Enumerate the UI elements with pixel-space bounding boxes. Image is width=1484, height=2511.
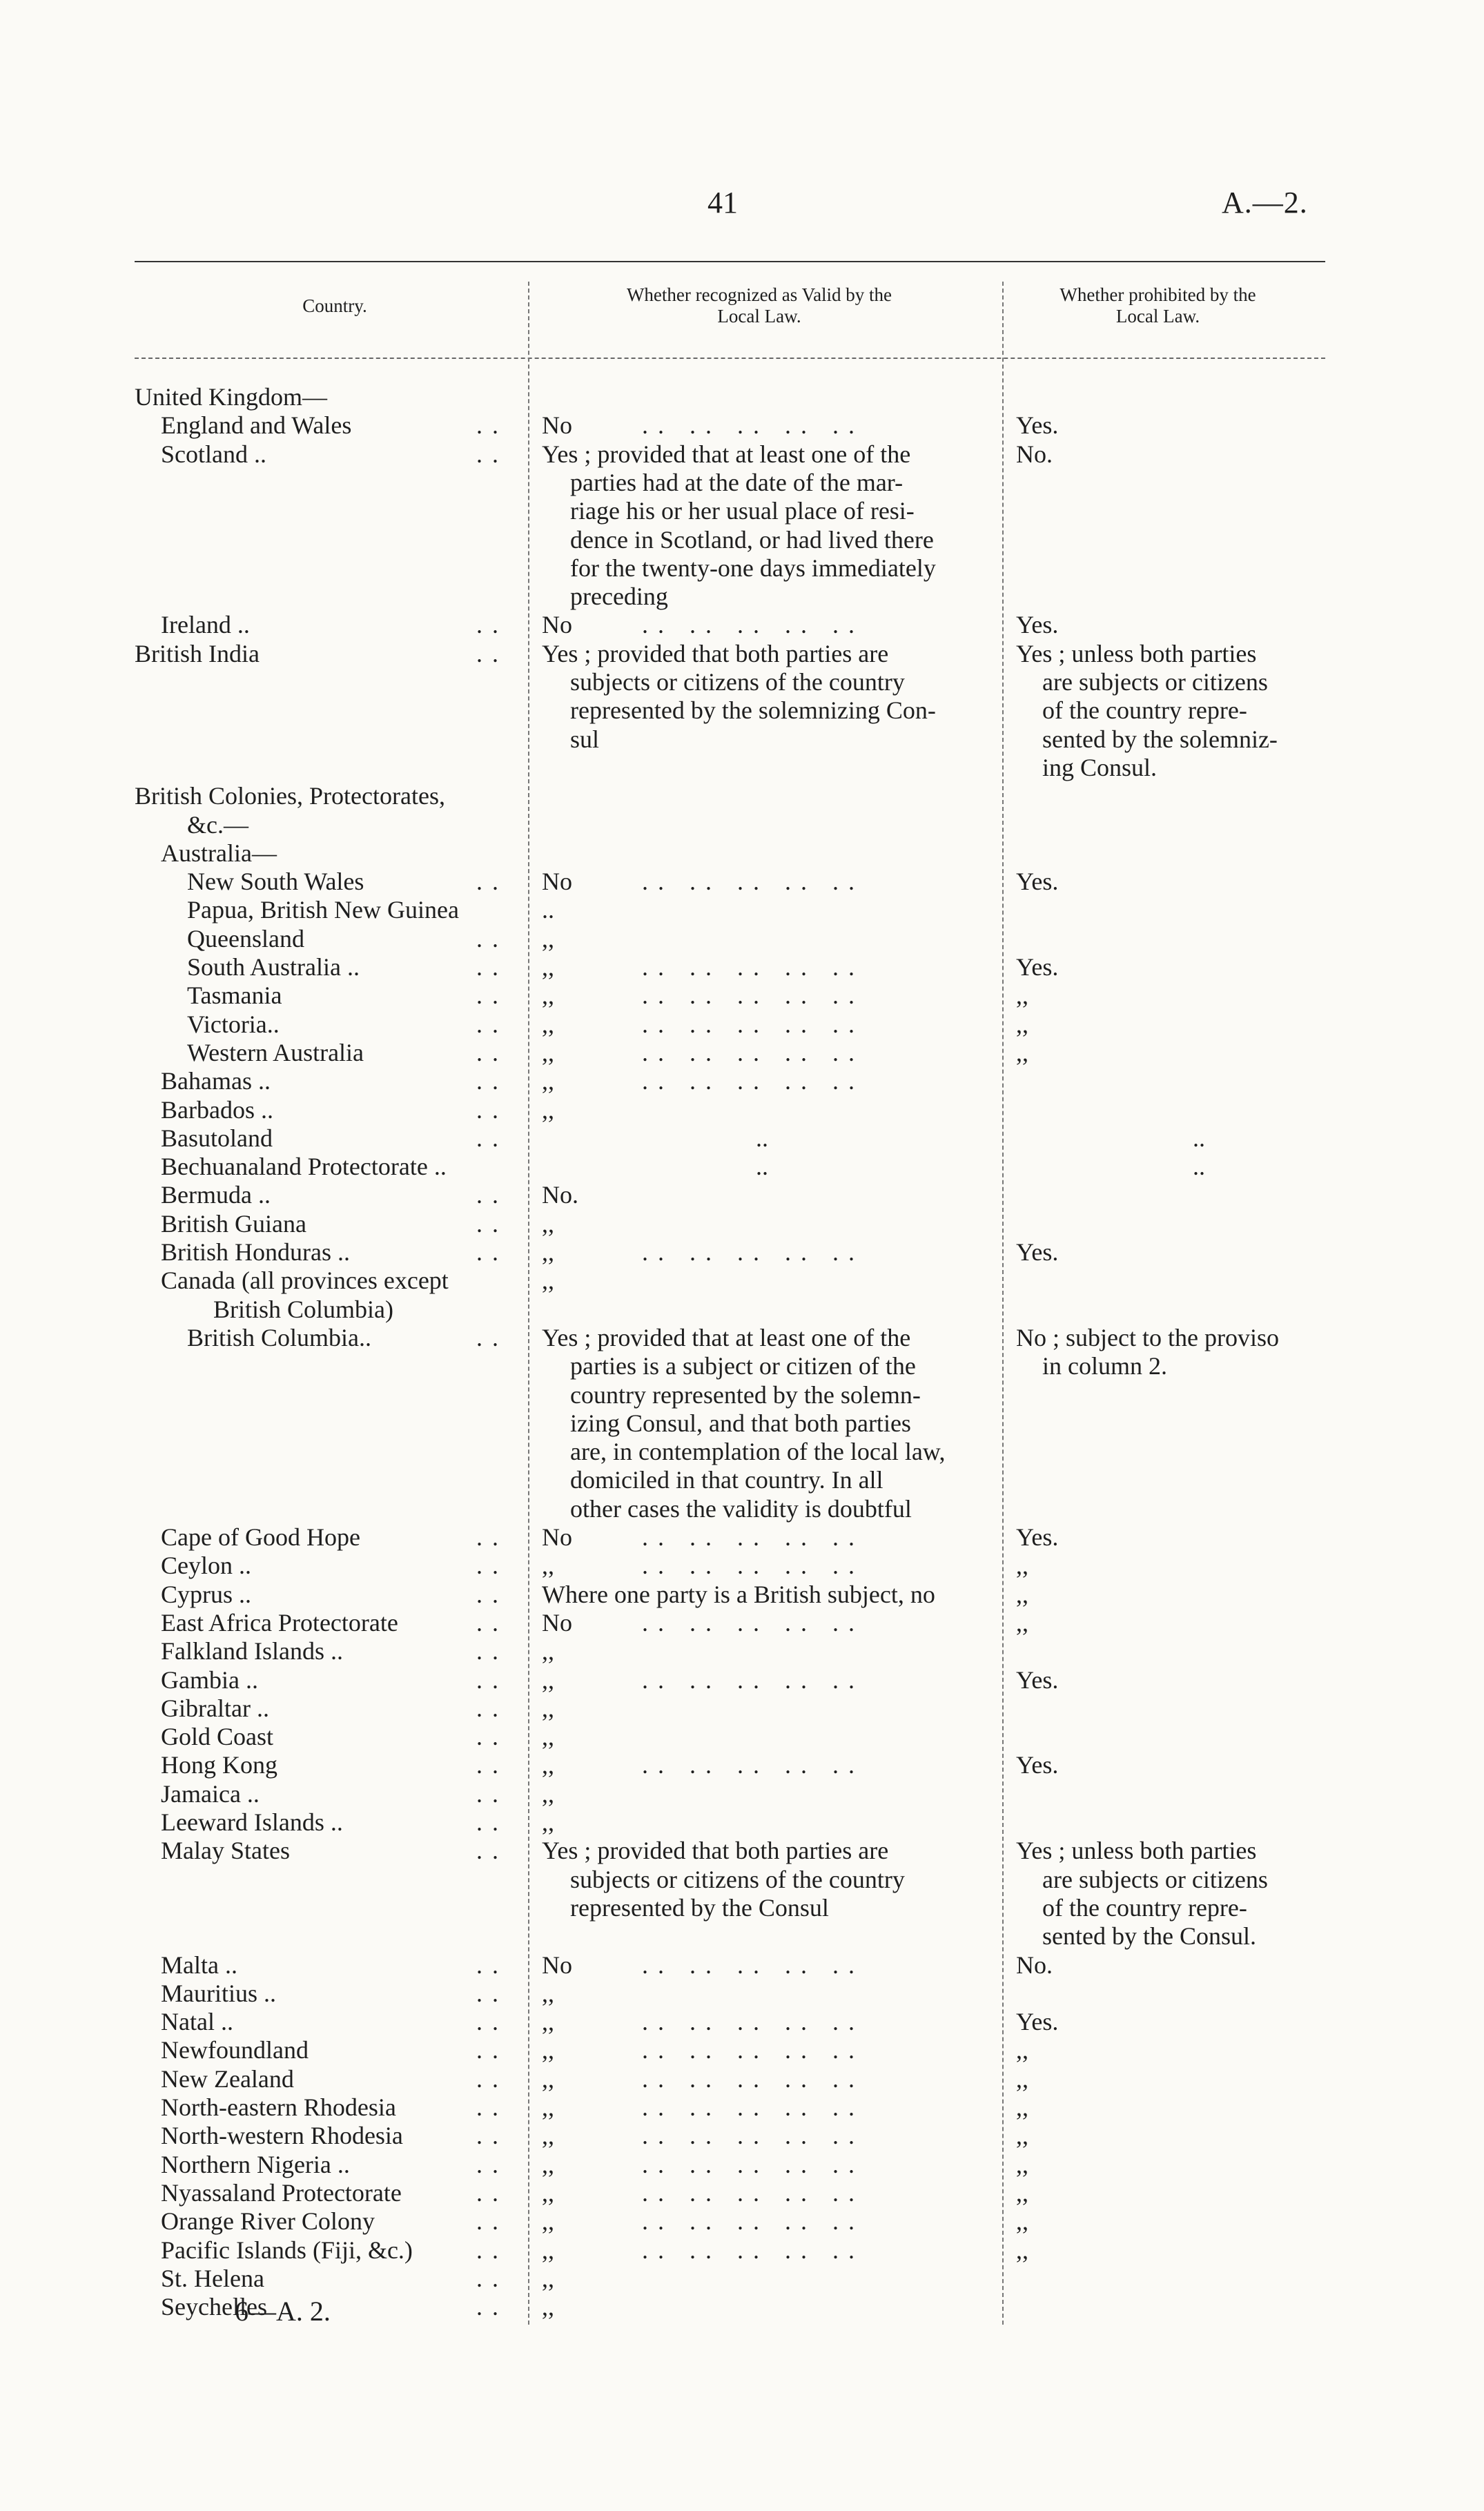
valid-cell: Yes ; provided that both parties are bbox=[542, 1837, 889, 1864]
valid-cell: Yes ; provided that both parties are bbox=[542, 640, 889, 667]
leader-dots: .. .. .. .. .. bbox=[642, 1238, 864, 1266]
leader-dots: .. bbox=[476, 1609, 508, 1636]
valid-cell: ,, bbox=[542, 953, 554, 981]
country-name: Nyassaland Protectorate bbox=[161, 2179, 402, 2207]
leader-dots: .. bbox=[476, 1808, 508, 1836]
leader-dots: .. .. .. .. .. bbox=[642, 1751, 864, 1779]
valid-cell: ,, bbox=[542, 1666, 554, 1694]
valid-cell: subjects or citizens of the country bbox=[570, 1866, 905, 1893]
leader-dots: .. .. .. .. .. bbox=[642, 1552, 864, 1579]
valid-cell: represented by the Consul bbox=[570, 1894, 829, 1922]
valid-cell: ,, bbox=[542, 2065, 554, 2093]
valid-cell: ,, bbox=[542, 2122, 554, 2149]
country-name: United Kingdom— bbox=[135, 383, 327, 411]
valid-cell: ,, bbox=[542, 1723, 554, 1750]
leader-dots: .. bbox=[476, 2122, 508, 2149]
country-name: British Colonies, Protectorates, bbox=[135, 782, 445, 810]
leader-dots: .. bbox=[476, 2207, 508, 2235]
leader-dots: .. bbox=[476, 640, 508, 667]
prohibited-cell: ,, bbox=[1016, 2179, 1028, 2207]
country-name: Malta .. bbox=[161, 1951, 237, 1979]
country-name: England and Wales bbox=[161, 411, 352, 439]
prohibited-cell: sented by the Consul. bbox=[1042, 1922, 1256, 1950]
prohibited-cell: Yes. bbox=[1016, 411, 1059, 439]
valid-cell: No bbox=[542, 1523, 572, 1551]
prohibited-cell: ,, bbox=[1016, 1039, 1028, 1066]
leader-dots: .. .. .. .. .. bbox=[642, 2008, 864, 2035]
country-name: Leeward Islands .. bbox=[161, 1808, 343, 1836]
leader-dots: .. bbox=[476, 2151, 508, 2178]
country-name: Newfoundland bbox=[161, 2036, 309, 2064]
country-name: &c.— bbox=[187, 811, 248, 839]
valid-cell: other cases the validity is doubtful bbox=[570, 1495, 912, 1523]
country-name: Jamaica .. bbox=[161, 1780, 260, 1808]
leader-dots: .. .. .. .. .. bbox=[642, 1609, 864, 1636]
valid-cell: subjects or citizens of the country bbox=[570, 668, 905, 696]
leader-dots: .. .. .. .. .. bbox=[642, 953, 864, 981]
prohibited-cell: ,, bbox=[1016, 2122, 1028, 2149]
leader-dots: .. .. .. .. .. bbox=[642, 2122, 864, 2149]
top-rule bbox=[135, 261, 1325, 262]
valid-cell: ,, bbox=[542, 1552, 554, 1579]
country-name: Barbados .. bbox=[161, 1096, 273, 1124]
valid-cell: No bbox=[542, 411, 572, 439]
valid-cell: ,, bbox=[542, 1751, 554, 1779]
country-name: Ireland .. bbox=[161, 611, 250, 638]
valid-cell: ,, bbox=[542, 1096, 554, 1124]
country-name: Malay States bbox=[161, 1837, 290, 1864]
valid-cell: ,, bbox=[542, 2236, 554, 2264]
leader-dots: .. bbox=[476, 611, 508, 638]
country-name: Ceylon .. bbox=[161, 1552, 251, 1579]
valid-cell: are, in contemplation of the local law, bbox=[570, 1438, 946, 1465]
leader-dots: .. bbox=[476, 1723, 508, 1750]
valid-cell: ,, bbox=[542, 925, 554, 952]
valid-cell: parties had at the date of the mar- bbox=[570, 469, 904, 496]
country-name: Scotland .. bbox=[161, 440, 266, 468]
valid-cell: ,, bbox=[542, 1010, 554, 1038]
prohibited-cell: No. bbox=[1016, 440, 1053, 468]
country-name: Papua, British New Guinea bbox=[187, 896, 459, 924]
leader-dots: .. .. .. .. .. bbox=[642, 1951, 864, 1979]
leader-dots: .. .. .. .. .. bbox=[642, 2093, 864, 2121]
leader-dots: .. .. .. .. .. bbox=[642, 981, 864, 1009]
valid-cell: ,, bbox=[542, 1637, 554, 1665]
prohibited-cell: ,, bbox=[1016, 981, 1028, 1009]
valid-cell: No bbox=[542, 868, 572, 895]
leader-dots: .. .. .. .. .. bbox=[642, 1067, 864, 1095]
valid-cell: ,, bbox=[542, 2207, 554, 2235]
valid-cell: represented by the solemnizing Con- bbox=[570, 696, 936, 724]
valid-cell: ,, bbox=[542, 2265, 554, 2292]
column-header-country bbox=[235, 295, 435, 317]
leader-dots: .. .. .. .. .. bbox=[642, 1010, 864, 1038]
leader-dots: .. .. .. .. .. bbox=[642, 1039, 864, 1066]
valid-cell: No bbox=[542, 1951, 572, 1979]
column-header-valid-line1: Whether recognized as Valid by the bbox=[626, 284, 892, 305]
country-name: Orange River Colony bbox=[161, 2207, 375, 2235]
leader-dots: .. bbox=[476, 1010, 508, 1038]
valid-cell: Where one party is a British subject, no bbox=[542, 1581, 935, 1608]
valid-cell: sul bbox=[570, 725, 600, 753]
valid-cell: .. bbox=[756, 1153, 768, 1180]
leader-dots: .. bbox=[476, 1694, 508, 1722]
country-name: Bermuda .. bbox=[161, 1181, 271, 1209]
column-header-prohibited bbox=[1004, 284, 1311, 327]
valid-cell: Yes ; provided that at least one of the bbox=[542, 1324, 911, 1351]
leader-dots: .. bbox=[476, 411, 508, 439]
valid-cell: ,, bbox=[542, 2008, 554, 2035]
valid-cell: ,, bbox=[542, 1238, 554, 1266]
leader-dots: .. .. .. .. .. bbox=[642, 2036, 864, 2064]
prohibited-cell: ,, bbox=[1016, 1552, 1028, 1579]
country-name: British Honduras .. bbox=[161, 1238, 350, 1266]
leader-dots: .. .. .. .. .. bbox=[642, 1523, 864, 1551]
leader-dots: .. bbox=[476, 2179, 508, 2207]
leader-dots: .. bbox=[476, 1666, 508, 1694]
leader-dots: .. .. .. .. .. bbox=[642, 868, 864, 895]
prohibited-cell: Yes ; unless both parties bbox=[1016, 640, 1257, 667]
country-name: Canada (all provinces except bbox=[161, 1267, 449, 1294]
leader-dots: .. bbox=[476, 2236, 508, 2264]
prohibited-cell: Yes. bbox=[1016, 953, 1059, 981]
valid-cell: ,, bbox=[542, 981, 554, 1009]
country-name: Australia— bbox=[161, 839, 277, 867]
column-divider-1 bbox=[528, 282, 529, 2325]
prohibited-cell: Yes. bbox=[1016, 1666, 1059, 1694]
leader-dots: .. bbox=[476, 2008, 508, 2035]
country-name: British India bbox=[135, 640, 260, 667]
country-name: North-eastern Rhodesia bbox=[161, 2093, 396, 2121]
leader-dots: .. bbox=[476, 2265, 508, 2292]
country-name: New South Wales bbox=[187, 868, 364, 895]
column-divider-2 bbox=[1002, 282, 1004, 2325]
leader-dots: .. bbox=[476, 868, 508, 895]
printer-signature: 6—A. 2. bbox=[235, 2296, 331, 2327]
country-name: Western Australia bbox=[187, 1039, 364, 1066]
valid-cell: ,, bbox=[542, 2151, 554, 2178]
country-name: Cyprus .. bbox=[161, 1581, 252, 1608]
leader-dots: .. .. .. .. .. bbox=[642, 2151, 864, 2178]
prohibited-cell: of the country repre- bbox=[1042, 1894, 1247, 1922]
valid-cell: ,, bbox=[542, 1210, 554, 1238]
prohibited-cell: ,, bbox=[1016, 1581, 1028, 1608]
column-header-prohibited-line2: Local Law. bbox=[1115, 306, 1200, 326]
leader-dots: .. bbox=[476, 1096, 508, 1124]
leader-dots: .. bbox=[476, 1837, 508, 1864]
country-name: Gambia .. bbox=[161, 1666, 258, 1694]
country-name: Hong Kong bbox=[161, 1751, 277, 1779]
country-name: Victoria.. bbox=[187, 1010, 280, 1038]
prohibited-cell: ,, bbox=[1016, 1010, 1028, 1038]
prohibited-cell: No. bbox=[1016, 1951, 1053, 1979]
valid-cell: ,, bbox=[542, 1694, 554, 1722]
valid-cell: Yes ; provided that at least one of the bbox=[542, 440, 911, 468]
valid-cell: .. bbox=[756, 1124, 768, 1152]
valid-cell: dence in Scotland, or had lived there bbox=[570, 526, 934, 554]
prohibited-cell: of the country repre- bbox=[1042, 696, 1247, 724]
leader-dots: .. bbox=[476, 1181, 508, 1209]
leader-dots: .. bbox=[476, 440, 508, 468]
prohibited-cell: ,, bbox=[1016, 2236, 1028, 2264]
leader-dots: .. bbox=[476, 1637, 508, 1665]
column-header-country-text: Country. bbox=[302, 295, 367, 316]
country-name: Tasmania bbox=[187, 981, 282, 1009]
leader-dots: .. bbox=[476, 1067, 508, 1095]
leader-dots: .. .. .. .. .. bbox=[642, 411, 864, 439]
valid-cell: No bbox=[542, 611, 572, 638]
prohibited-cell: ,, bbox=[1016, 1609, 1028, 1636]
leader-dots: .. .. .. .. .. bbox=[642, 2065, 864, 2093]
leader-dots: .. bbox=[476, 1552, 508, 1579]
leader-dots: .. bbox=[476, 953, 508, 981]
page-number: 41 bbox=[707, 186, 738, 219]
valid-cell: riage his or her usual place of resi- bbox=[570, 497, 915, 525]
country-name: British Guiana bbox=[161, 1210, 306, 1238]
country-name: Cape of Good Hope bbox=[161, 1523, 360, 1551]
leader-dots: .. bbox=[476, 1210, 508, 1238]
country-name: Queensland bbox=[187, 925, 304, 952]
country-name: Basutoland bbox=[161, 1124, 273, 1152]
valid-cell: parties is a subject or citizen of the bbox=[570, 1352, 916, 1380]
prohibited-cell: are subjects or citizens bbox=[1042, 1866, 1268, 1893]
valid-cell: ,, bbox=[542, 1780, 554, 1808]
valid-cell: izing Consul, and that both parties bbox=[570, 1409, 911, 1437]
leader-dots: .. bbox=[476, 2293, 508, 2321]
leader-dots: .. .. .. .. .. bbox=[642, 611, 864, 638]
valid-cell: ,, bbox=[542, 2179, 554, 2207]
prohibited-cell: Yes. bbox=[1016, 2008, 1059, 2035]
country-name: Falkland Islands .. bbox=[161, 1637, 343, 1665]
column-header-prohibited-line1: Whether prohibited by the bbox=[1060, 284, 1256, 305]
valid-cell: .. bbox=[542, 896, 554, 924]
country-name: Bechuanaland Protectorate .. bbox=[161, 1153, 447, 1180]
valid-cell: ,, bbox=[542, 1808, 554, 1836]
prohibited-cell: ,, bbox=[1016, 2065, 1028, 2093]
leader-dots: .. bbox=[476, 1238, 508, 1266]
country-name: Northern Nigeria .. bbox=[161, 2151, 350, 2178]
leader-dots: .. bbox=[476, 1780, 508, 1808]
prohibited-cell: Yes ; unless both parties bbox=[1016, 1837, 1257, 1864]
leader-dots: .. bbox=[476, 1124, 508, 1152]
prohibited-cell: sented by the solemniz- bbox=[1042, 725, 1278, 753]
column-header-valid bbox=[545, 284, 973, 327]
leader-dots: .. .. .. .. .. bbox=[642, 2207, 864, 2235]
country-name: British Columbia) bbox=[213, 1296, 393, 1323]
country-name: British Columbia.. bbox=[187, 1324, 372, 1351]
leader-dots: .. bbox=[476, 1951, 508, 1979]
valid-cell: ,, bbox=[542, 2093, 554, 2121]
prohibited-cell: Yes. bbox=[1016, 1523, 1059, 1551]
leader-dots: .. bbox=[476, 1751, 508, 1779]
country-name: Natal .. bbox=[161, 2008, 233, 2035]
header-rule bbox=[135, 358, 1325, 359]
country-name: Bahamas .. bbox=[161, 1067, 271, 1095]
country-name: St. Helena bbox=[161, 2265, 264, 2292]
country-name: New Zealand bbox=[161, 2065, 294, 2093]
prohibited-cell: ,, bbox=[1016, 2207, 1028, 2235]
valid-cell: ,, bbox=[542, 1039, 554, 1066]
prohibited-cell: Yes. bbox=[1016, 1751, 1059, 1779]
country-name: Gibraltar .. bbox=[161, 1694, 269, 1722]
leader-dots: .. bbox=[476, 1039, 508, 1066]
document-code: A.—2. bbox=[1222, 186, 1308, 219]
prohibited-cell: Yes. bbox=[1016, 611, 1059, 638]
leader-dots: .. bbox=[476, 1581, 508, 1608]
leader-dots: .. bbox=[476, 1523, 508, 1551]
valid-cell: No. bbox=[542, 1181, 578, 1209]
valid-cell: ,, bbox=[542, 1267, 554, 1294]
leader-dots: .. bbox=[476, 925, 508, 952]
prohibited-cell: .. bbox=[1193, 1124, 1205, 1152]
prohibited-cell: Yes. bbox=[1016, 1238, 1059, 1266]
column-header-valid-line2: Local Law. bbox=[717, 306, 801, 326]
country-name: South Australia .. bbox=[187, 953, 360, 981]
leader-dots: .. .. .. .. .. bbox=[642, 1666, 864, 1694]
leader-dots: .. bbox=[476, 981, 508, 1009]
leader-dots: .. bbox=[476, 1980, 508, 2007]
valid-cell: preceding bbox=[570, 583, 668, 610]
prohibited-cell: in column 2. bbox=[1042, 1352, 1167, 1380]
country-name: Gold Coast bbox=[161, 1723, 274, 1750]
leader-dots: .. bbox=[476, 2036, 508, 2064]
leader-dots: .. bbox=[476, 2065, 508, 2093]
country-name: Pacific Islands (Fiji, &c.) bbox=[161, 2236, 413, 2264]
valid-cell: ,, bbox=[542, 2036, 554, 2064]
country-name: North-western Rhodesia bbox=[161, 2122, 403, 2149]
leader-dots: .. bbox=[476, 2093, 508, 2121]
prohibited-cell: are subjects or citizens bbox=[1042, 668, 1268, 696]
valid-cell: domiciled in that country. In all bbox=[570, 1466, 883, 1494]
prohibited-cell: ,, bbox=[1016, 2093, 1028, 2121]
valid-cell: ,, bbox=[542, 2293, 554, 2321]
valid-cell: ,, bbox=[542, 1980, 554, 2007]
country-name: East Africa Protectorate bbox=[161, 1609, 398, 1636]
prohibited-cell: Yes. bbox=[1016, 868, 1059, 895]
leader-dots: .. .. .. .. .. bbox=[642, 2236, 864, 2264]
country-name: Seychelles bbox=[161, 2293, 267, 2321]
valid-cell: ,, bbox=[542, 1067, 554, 1095]
leader-dots: .. .. .. .. .. bbox=[642, 2179, 864, 2207]
valid-cell: for the twenty-one days immediately bbox=[570, 554, 936, 582]
country-name: Mauritius .. bbox=[161, 1980, 276, 2007]
leader-dots: .. bbox=[476, 1324, 508, 1351]
valid-cell: country represented by the solemn- bbox=[570, 1381, 921, 1409]
valid-cell: No bbox=[542, 1609, 572, 1636]
prohibited-cell: ing Consul. bbox=[1042, 754, 1158, 781]
prohibited-cell: .. bbox=[1193, 1153, 1205, 1180]
prohibited-cell: ,, bbox=[1016, 2036, 1028, 2064]
prohibited-cell: No ; subject to the proviso bbox=[1016, 1324, 1279, 1351]
prohibited-cell: ,, bbox=[1016, 2151, 1028, 2178]
